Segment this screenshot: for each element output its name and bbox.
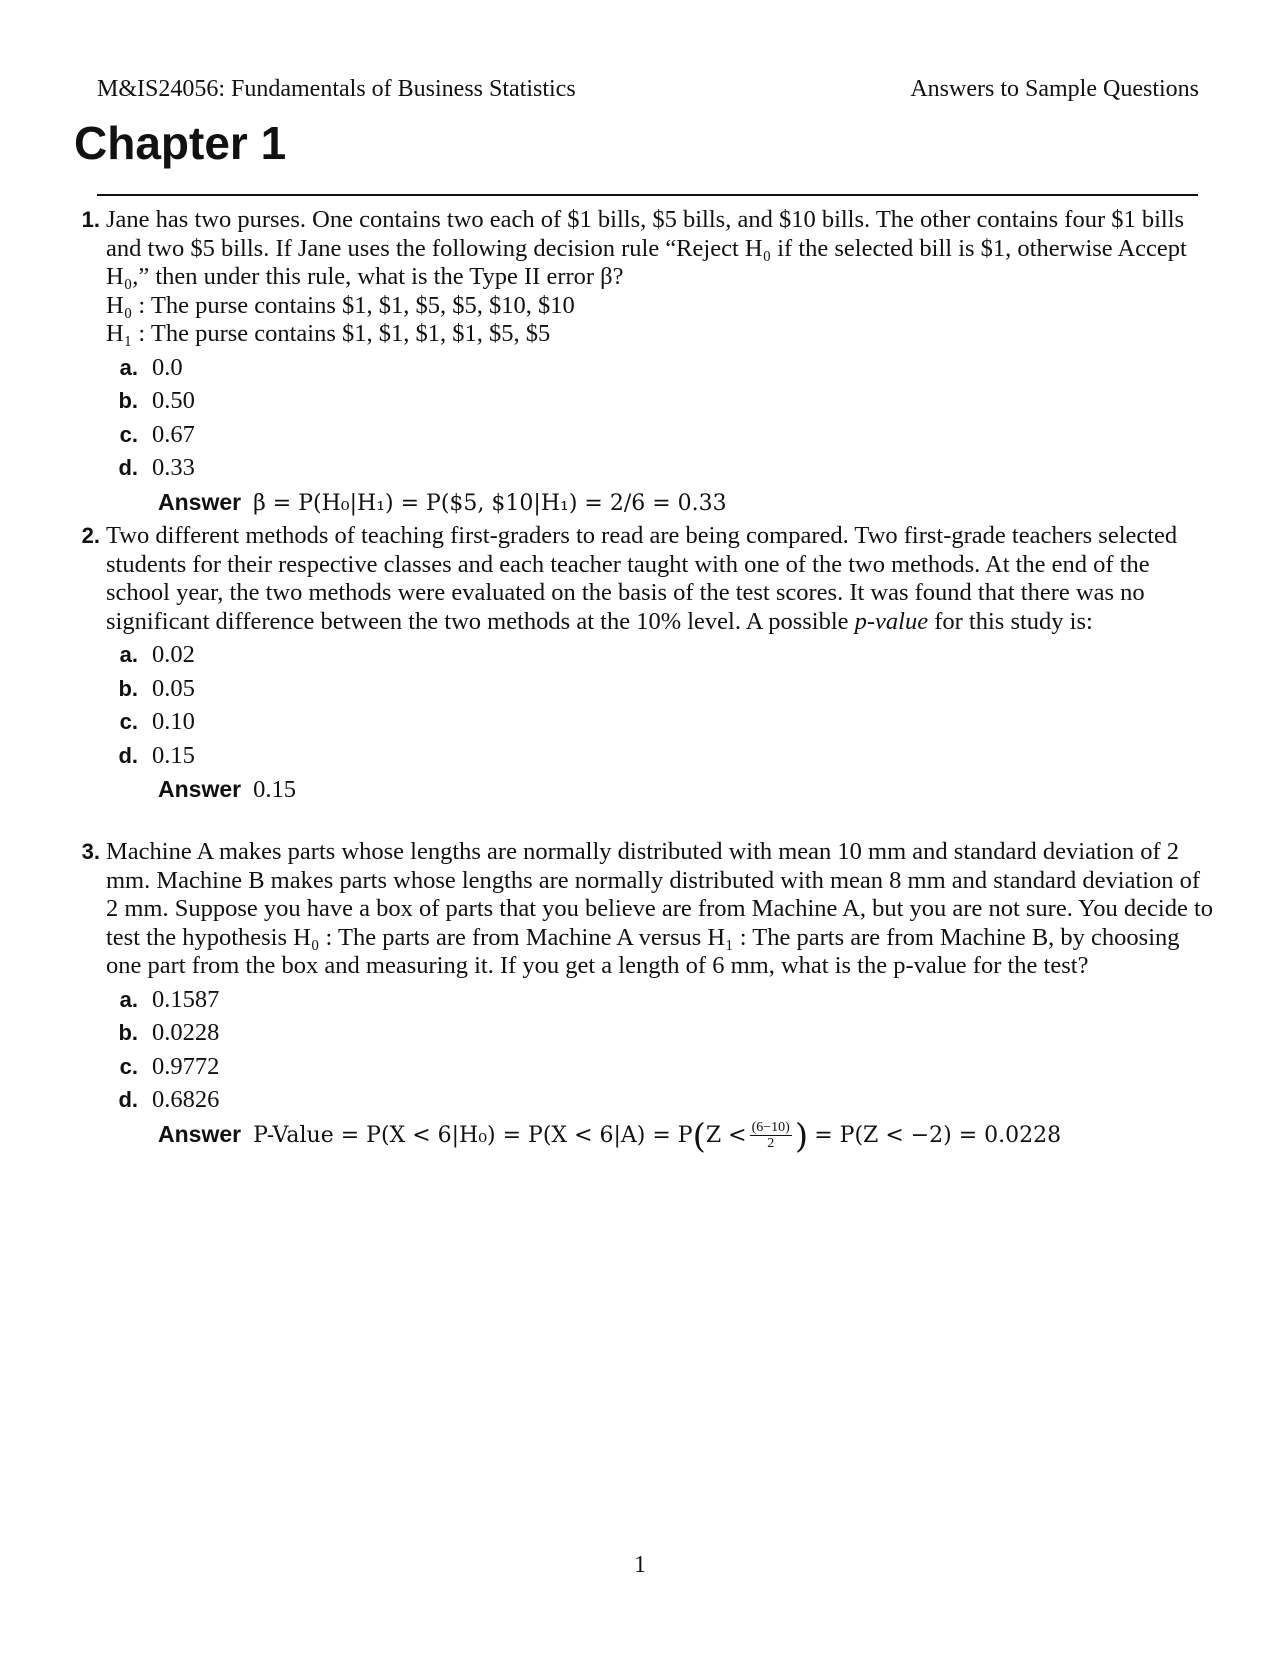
option-b xyxy=(106,384,1214,418)
answer-options xyxy=(106,983,1214,1117)
page-header xyxy=(97,74,1199,104)
fraction-denominator: 2 xyxy=(767,1136,775,1152)
option-value: 0.33 xyxy=(152,454,195,481)
option-letter: c. xyxy=(119,709,138,734)
option-letter: a. xyxy=(119,354,138,380)
page-number: 1 xyxy=(634,1552,646,1578)
option-c xyxy=(106,418,1214,452)
option-b xyxy=(106,1016,1214,1050)
answer-label: Answer xyxy=(158,488,242,515)
option-a xyxy=(106,638,1214,672)
question-2 xyxy=(64,522,1214,806)
question-text xyxy=(106,522,1214,636)
option-letter: d. xyxy=(118,1087,138,1112)
option-letter: a. xyxy=(119,986,138,1012)
option-value: 0.0228 xyxy=(152,1019,220,1046)
option-value: 0.6826 xyxy=(152,1086,220,1113)
answer-line xyxy=(158,1115,1214,1156)
question-text: Machine A makes parts whose lengths are normally distributed with mean 10 mm and standard deviation of 2 mm. Machine B makes parts whose lengths are normally distributed with mean 8 mm and standard deviation of 2 mm. Suppose you have a box of parts that you believe are from Machine A, but you are not sure. You decide to test the hypothesis H₀ : The parts are from Machine A versus H₁ : The parts are from Machine B, by choosing one part from the box and measuring it. If you get a length of 6 mm, what is the p-value for the test? xyxy=(106,838,1214,979)
answer-formula-prefix: P-Value = P(X < 6|H₀) = P(X < 6|A) = P xyxy=(253,1122,693,1148)
question-3 xyxy=(64,838,1214,1156)
document-title: Answers to Sample Questions xyxy=(910,76,1199,102)
answer-formula-suffix: = P(Z < −2) = 0.0228 xyxy=(814,1122,1062,1148)
question-number: 2. xyxy=(81,523,100,548)
option-letter: b. xyxy=(118,1020,138,1045)
course-title: M&IS24056: Fundamentals of Business Statistics xyxy=(97,76,576,102)
option-letter: d. xyxy=(118,742,138,768)
alt-hypothesis: H₁ : The purse contains $1, $1, $1, $1, $5, $5 xyxy=(106,320,551,347)
header-divider xyxy=(97,194,1198,196)
question-number: 3. xyxy=(81,839,100,864)
option-letter: b. xyxy=(118,388,138,413)
chapter-title: Chapter 1 xyxy=(74,117,287,169)
option-c xyxy=(106,1050,1214,1084)
option-d xyxy=(106,451,1214,485)
answer-label: Answer xyxy=(158,1120,242,1147)
option-value: 0.67 xyxy=(152,420,195,448)
option-value: 0.15 xyxy=(152,741,195,769)
option-letter: c. xyxy=(119,1053,138,1079)
option-letter: d. xyxy=(118,455,138,480)
question-number: 1. xyxy=(81,207,100,232)
answer-line xyxy=(158,485,1214,519)
option-d xyxy=(106,1083,1214,1117)
option-c xyxy=(106,705,1214,739)
answer-formula: β = P(H₀|H₁) = P($5, $10|H₁) = 2/6 = 0.33 xyxy=(253,490,727,516)
question-text-part: for this study is: xyxy=(928,607,1093,635)
fraction-numerator: (6−10) xyxy=(751,1120,790,1136)
answer-line xyxy=(158,772,1214,806)
p-value-term: p-value xyxy=(854,607,929,635)
option-letter: b. xyxy=(118,675,138,701)
option-value: 0.10 xyxy=(152,708,195,735)
option-value: 0.9772 xyxy=(152,1052,220,1080)
question-text-part: Two different methods of teaching first-graders to read are being compared. Two first-grade teachers selected students for their respective classes and each teacher taught with one of the two methods. At the end of the school year, the two methods were evaluated on the basis of the test scores. It was found that there was no significant difference between the two methods at the 10% level. A possible xyxy=(106,522,1178,635)
option-value: 0.02 xyxy=(152,641,195,668)
option-value: 0.05 xyxy=(152,674,195,702)
question-1 xyxy=(64,206,1214,519)
answer-label: Answer xyxy=(158,776,242,802)
question-text: Jane has two purses. One contains two each of $1 bills, $5 bills, and $10 bills. The other contains four $1 bills and two $5 bills. If Jane uses the following decision rule “Reject H₀ if the selected bill is $1, otherwise Accept H₀,” then under this rule, what is the Type II error β? xyxy=(106,206,1187,290)
option-value: 0.1587 xyxy=(152,985,220,1013)
option-a xyxy=(106,983,1214,1017)
answer-options xyxy=(106,351,1214,485)
option-b xyxy=(106,672,1214,706)
option-letter: a. xyxy=(119,642,138,667)
option-a xyxy=(106,351,1214,385)
answer-options xyxy=(106,638,1214,772)
answer-z: Z < xyxy=(705,1122,747,1148)
null-hypothesis: H₀ : The purse contains $1, $1, $5, $5, $10, $10 xyxy=(106,291,575,319)
answer-value: 0.15 xyxy=(253,776,296,803)
fraction xyxy=(750,1120,792,1151)
left-paren: ( xyxy=(692,1115,706,1156)
option-value: 0.0 xyxy=(152,353,183,381)
option-d xyxy=(106,739,1214,773)
option-letter: c. xyxy=(119,421,138,447)
right-paren: ) xyxy=(794,1115,809,1156)
option-value: 0.50 xyxy=(152,387,195,414)
